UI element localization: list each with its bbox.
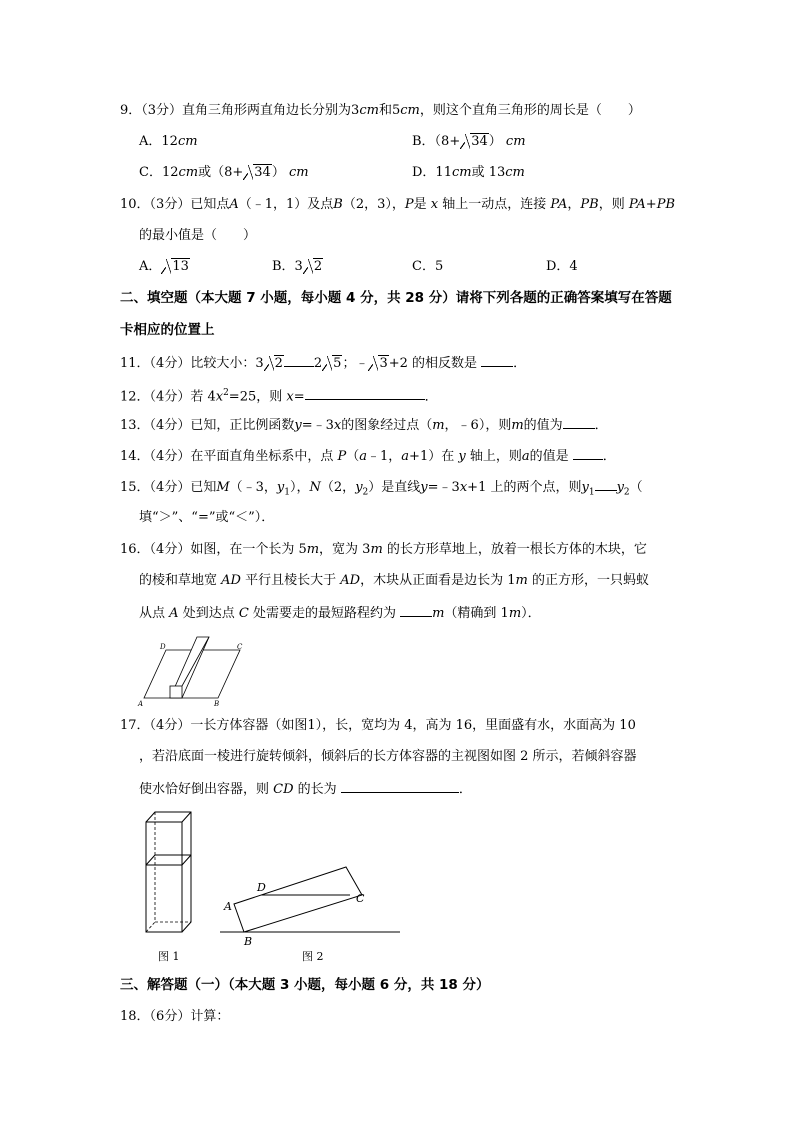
answer-blank[interactable] <box>400 602 432 617</box>
sqrt-symbol: 2 <box>303 257 323 277</box>
figure1-box <box>146 812 191 932</box>
sqrt-symbol: 5 <box>322 354 342 374</box>
q16-line2: 的棱和草地宽 AD 平行且棱长大于 AD，木块从正面看是边长为 1m 的正方形，一只蚂蚁 <box>139 573 649 588</box>
answer-blank[interactable] <box>563 414 595 429</box>
sqrt-symbol: 34 <box>243 163 272 183</box>
q18: 18．（6分）计算： <box>120 1009 230 1024</box>
label-a: A <box>138 700 144 708</box>
caption-figure2: 图 2 <box>302 950 324 963</box>
label-b: B <box>244 935 253 948</box>
figure2-tilted <box>220 867 400 932</box>
answer-blank[interactable] <box>284 352 314 367</box>
sqrt-symbol: 34 <box>460 132 489 152</box>
label-b: B <box>214 700 220 708</box>
q10-option-c: C．5 <box>412 259 444 274</box>
q9-option-a: A．12cm <box>139 134 198 149</box>
q16-line3: 从点 A 处到达点 C 处需要走的最短路程约为 m（精确到 1m）． <box>139 602 541 624</box>
label-c: C <box>237 643 243 651</box>
q15: 15．（4分）已知M（﹣3，$y_1$），N（2，$y_2$）是直线y=﹣3x+1 上的两个点，则$y_1$ $y_2$（ <box>120 476 643 503</box>
q16-line1: 16．（4分）如图，在一个长为 5m，宽为 3m 的长方形草地上，放着一根长方体的木块，它 <box>120 542 647 557</box>
label-d: D <box>160 643 166 651</box>
q9-option-c: C．12cm或（8+ 34） cm <box>139 163 309 183</box>
q11: 11．（4分）比较大小：3 2 2 5；﹣ 3+2 的相反数是 ． <box>120 352 526 374</box>
section2-heading-line2: 卡相应的位置上 <box>120 322 215 338</box>
q13: 13．（4分）已知，正比例函数y=﹣3x的图象经过点（m，﹣6），则m的值为 ． <box>120 414 608 436</box>
q17-line3: 使水恰好倒出容器，则 CD 的长为 ． <box>139 778 472 800</box>
sqrt-symbol: 3 <box>368 354 388 374</box>
answer-blank[interactable] <box>595 476 617 491</box>
sqrt-symbol: 2 <box>264 354 284 374</box>
q9-option-d: D．11cm或 13cm <box>412 165 525 180</box>
sqrt-symbol: 13 <box>161 257 190 277</box>
answer-blank[interactable] <box>305 385 425 400</box>
q16-figure <box>136 632 248 708</box>
section3-heading: 三、解答题（一）（本大题 3 小题，每小题 6 分，共 18 分） <box>120 977 490 993</box>
caption-figure1: 图 1 <box>158 950 180 963</box>
q10-stem-line2: 的最小值是（ ） <box>139 228 257 243</box>
q17-line1: 17．（4分）一长方体容器（如图1），长，宽均为 4，高为 16，里面盛有水，水面高为 10 <box>120 718 636 733</box>
answer-blank[interactable] <box>341 778 459 793</box>
section2-heading: 二、填空题（本大题 7 小题，每小题 4 分，共 28 分）请将下列各题的正确答案填写在答题 <box>120 290 672 306</box>
label-a: A <box>224 900 232 913</box>
label-c: C <box>356 892 365 905</box>
q17-line2: ，若沿底面一棱进行旋转倾斜，倾斜后的长方体容器的主视图如图 2 所示，若倾斜容器 <box>139 749 637 764</box>
wood-block-front <box>170 686 182 698</box>
q15-line2: 填“＞”、“=”或“＜”）． <box>139 510 275 525</box>
label-d: D <box>257 881 266 894</box>
q9-stem: 9．（3分）直角三角形两直角边长分别为3cm和5cm，则这个直角三角形的周长是（ ） <box>120 103 641 118</box>
q12: 12．（4分）若 $4x^2=25$，则 x= ． <box>120 383 438 407</box>
q17-figures <box>140 808 410 968</box>
answer-blank[interactable] <box>573 445 603 460</box>
q10-stem: 10．（3分）已知点A（﹣1，1）及点B（2，3），P是 x 轴上一动点，连接 PA，PB，则 PA+PB <box>120 197 675 212</box>
answer-blank[interactable] <box>481 352 513 367</box>
q9-option-b: B．（8+ 34） cm <box>412 132 526 152</box>
q10-option-b: B．3 2 <box>272 257 323 277</box>
q14: 14．（4分）在平面直角坐标系中，点 P（a﹣1，a+1）在 y 轴上，则a的值是 ． <box>120 445 616 467</box>
q10-option-a: A． 13 <box>139 257 190 277</box>
q10-option-d: D．4 <box>546 259 578 274</box>
